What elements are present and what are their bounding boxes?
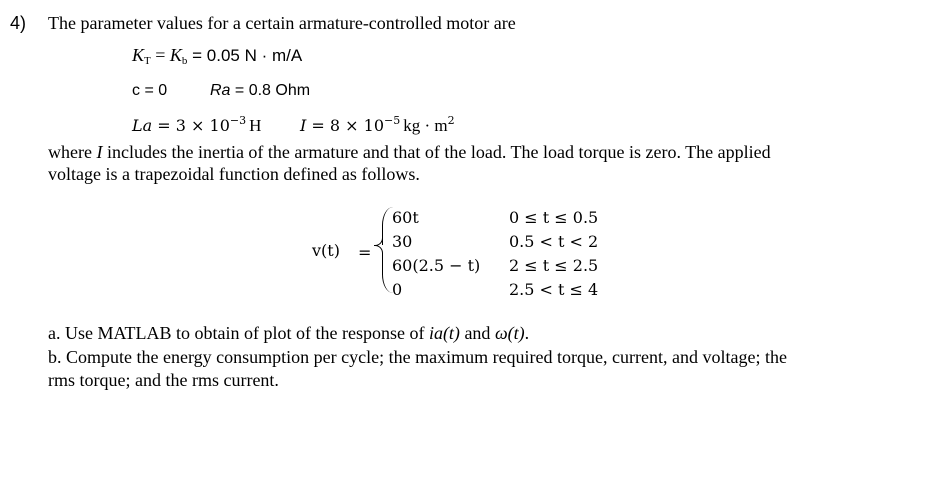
piecewise-lhs: v(t) [312, 241, 340, 260]
case-expr-2: 30 [392, 232, 413, 251]
question-b-line-2: rms torque; and the rms current. [48, 370, 279, 390]
problem-intro: The parameter values for a certain armature-controlled motor are [48, 13, 516, 33]
description-pre: where [48, 142, 97, 162]
la-unit: H [249, 116, 262, 135]
param-inertia [300, 116, 455, 136]
param-ra [210, 82, 310, 100]
case-cond-1: 0 ≤ t ≤ 0.5 [509, 208, 599, 227]
case-cond-3: 2 ≤ t ≤ 2.5 [509, 256, 599, 275]
inertia-unit-exponent: 2 [447, 114, 455, 127]
question-a-ia: ia(t) [428, 323, 460, 343]
case-expr-4: 0 [392, 280, 403, 299]
case-expr-3: 60(2.5 − t) [392, 256, 481, 275]
description-symbol: I [96, 142, 103, 162]
ra-value: = 0.8 Ohm [230, 82, 311, 99]
question-b-line-1: b. Compute the energy consumption per cycle; the maximum required torque, current, and voltage; the [48, 347, 787, 367]
kb-subscript: b [181, 55, 188, 67]
inertia-value: = 8 × 10 [306, 116, 385, 135]
inertia-exponent: −5 [384, 114, 401, 127]
kt-subscript: T [144, 55, 151, 67]
piecewise-equals: = [358, 243, 372, 262]
kt-value: = 0.05 N · m/A [187, 46, 303, 65]
la-value: = 3 × 10 [152, 116, 230, 135]
question-a [48, 323, 529, 344]
question-a-omega: ω(t) [494, 323, 525, 343]
description-line-2: voltage is a trapezoidal function defined as follows. [48, 164, 420, 184]
case-expr-1: 60t [392, 208, 419, 227]
question-a-mid: and [459, 323, 495, 343]
question-a-pre: a. Use MATLAB to obtain of plot of the response of [48, 323, 429, 343]
case-cond-2: 0.5 < t < 2 [509, 232, 599, 251]
ra-symbol: Ra [210, 82, 231, 99]
param-kt-kb [132, 45, 302, 66]
inertia-unit: kg · m [403, 116, 448, 135]
description-line-1 [48, 142, 771, 163]
problem-number: 4) [10, 13, 27, 33]
question-a-post: . [524, 323, 530, 343]
inertia-symbol: I [300, 116, 307, 135]
param-c: c = 0 [132, 82, 168, 99]
description-post: includes the inertia of the armature and that of the load. The load torque is zero. The applied [102, 142, 771, 162]
la-symbol: La [132, 116, 153, 135]
kb-symbol: K [169, 45, 182, 65]
case-cond-4: 2.5 < t ≤ 4 [509, 280, 599, 299]
kt-symbol: K [132, 45, 145, 65]
param-la [132, 116, 261, 136]
kt-equals: = [150, 45, 170, 65]
la-exponent: −3 [229, 114, 247, 127]
